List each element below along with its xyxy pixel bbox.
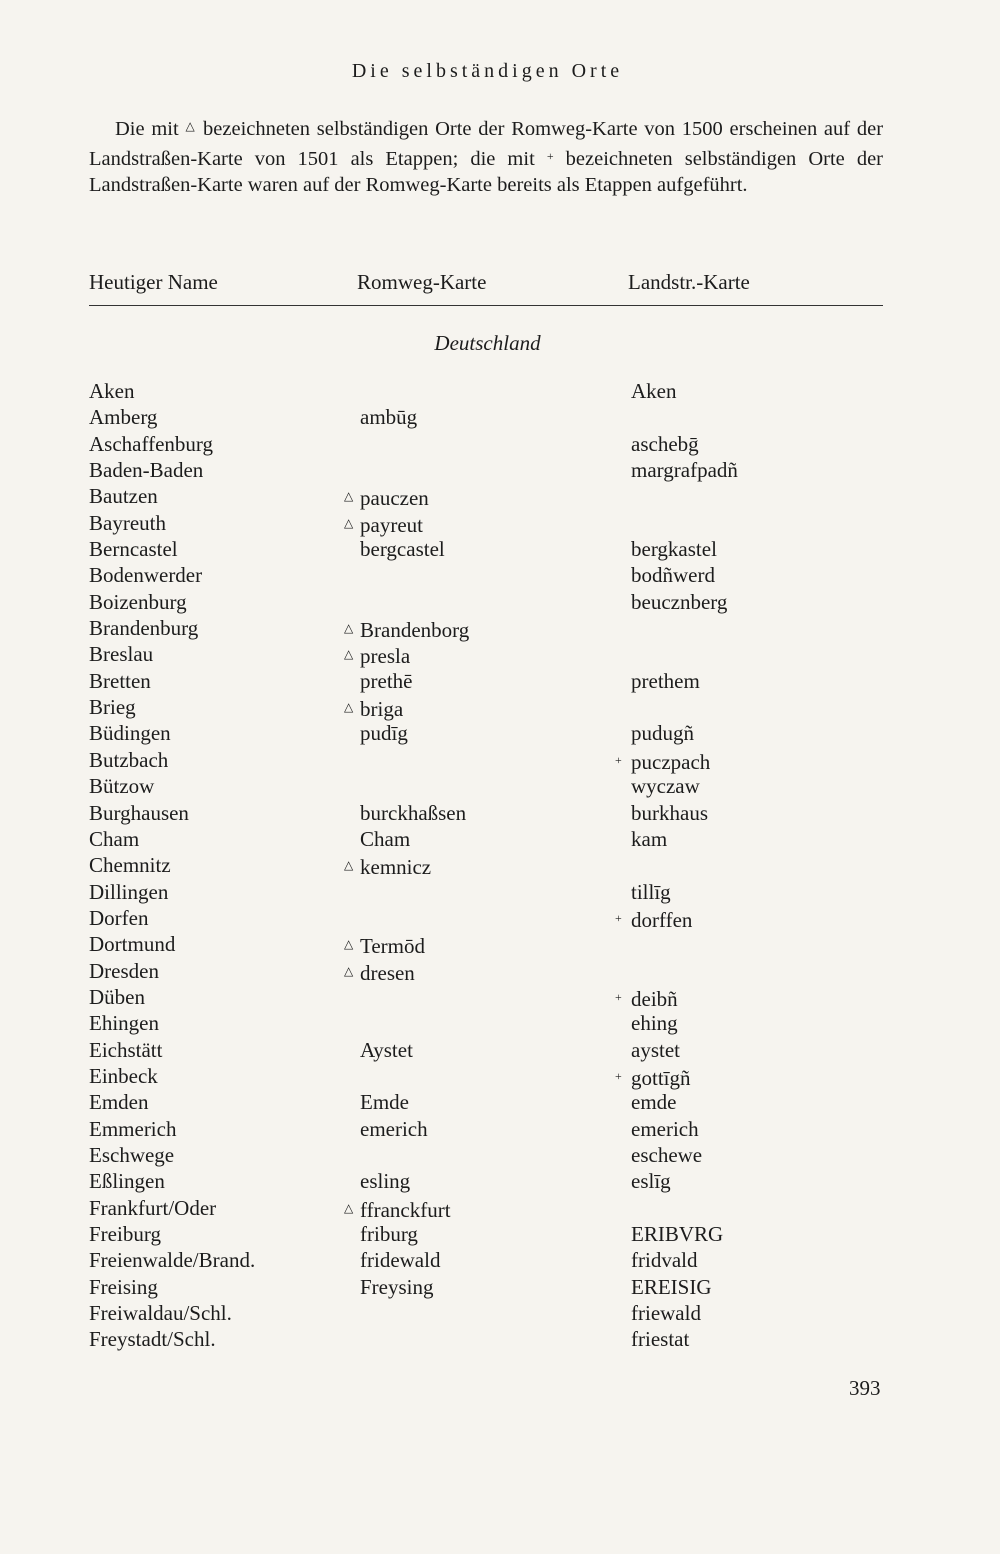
romweg-cell [344, 615, 469, 643]
place-name: Chemnitz [89, 853, 171, 878]
landstr-cell [615, 668, 700, 694]
romweg-marker-icon: △ [344, 647, 354, 662]
romweg-cell [344, 668, 412, 694]
table-row [0, 1089, 1000, 1115]
place-name: Bautzen [89, 484, 158, 509]
romweg-value: fridewald [360, 1248, 441, 1273]
romweg-marker-icon: △ [344, 489, 354, 504]
romweg-cell [344, 510, 423, 538]
romweg-value: pudīg [360, 721, 408, 746]
landstr-marker-icon: + [615, 989, 622, 1004]
table-row [0, 615, 1000, 641]
romweg-cell [344, 404, 417, 430]
place-name: Butzbach [89, 747, 169, 772]
table-row [0, 668, 1000, 694]
romweg-value: ambūg [360, 405, 418, 430]
intro-paragraph [89, 113, 883, 199]
landstr-value: deibñ [631, 986, 678, 1011]
romweg-marker-icon: △ [344, 515, 354, 530]
romweg-cell [344, 1247, 440, 1273]
place-name: Freienwalde/Brand. [89, 1248, 256, 1273]
romweg-marker-icon: △ [344, 937, 354, 952]
intro-text-3: bezeichneten selbständigen Orte der Landstraßen-Karte waren auf der Romweg-Karte bereits als Etappen aufgeführt. [89, 147, 884, 196]
table-row [0, 404, 1000, 430]
page-title: Die selbständigen Orte [351, 60, 624, 82]
table-row [0, 931, 1000, 957]
intro-text-1: Die mit [115, 118, 179, 140]
romweg-value: friburg [360, 1222, 418, 1246]
landstr-value: beucznberg [631, 589, 728, 614]
table-row [0, 1300, 1000, 1326]
landstr-value: friewald [631, 1301, 701, 1326]
landstr-cell [615, 694, 631, 720]
landstr-value: wyczaw [631, 774, 700, 799]
landstr-value: aystet [631, 1037, 680, 1062]
landstr-cell [615, 905, 692, 933]
landstr-cell [615, 826, 667, 852]
landstr-value: emerich [631, 1116, 699, 1141]
place-name: Eschwege [89, 1142, 175, 1167]
landstr-value: puczpach [631, 749, 711, 774]
intro-text-2: bezeichneten selbständigen Orte der Romweg-Karte von 1500 erscheinen auf der Landstraßen-Karte von 1501 als Etappen; die mit [89, 118, 884, 170]
table-row [0, 641, 1000, 667]
place-name: Freising [89, 1274, 158, 1299]
place-name: Bretten [89, 668, 151, 693]
landstr-value: Aken [631, 379, 677, 403]
romweg-marker-icon: △ [344, 700, 354, 715]
romweg-cell [344, 562, 360, 588]
romweg-cell [344, 431, 360, 457]
column-header-name: Heutiger Name [89, 270, 218, 294]
romweg-value: Emde [360, 1090, 409, 1115]
landstr-cell [615, 773, 700, 799]
romweg-cell [344, 1168, 410, 1194]
landstr-cell [615, 852, 631, 878]
landstr-cell [615, 1221, 723, 1247]
landstr-cell [615, 1089, 676, 1115]
romweg-value: ffranckfurt [360, 1197, 451, 1222]
place-name: Brieg [89, 695, 136, 720]
romweg-value: emerich [360, 1116, 428, 1141]
landstr-cell [615, 931, 631, 957]
landstr-cell [615, 510, 631, 536]
place-name: Bützow [89, 774, 155, 799]
section-heading: Deutschland [434, 331, 541, 355]
romweg-marker-icon: △ [344, 858, 354, 873]
landstr-cell [615, 1063, 691, 1091]
romweg-value: burckhaßsen [360, 800, 467, 825]
romweg-cell [344, 931, 425, 959]
place-name: Baden-Baden [89, 458, 204, 483]
landstr-cell [615, 720, 694, 746]
place-name: Aken [89, 379, 135, 403]
romweg-value: payreut [360, 512, 423, 537]
place-name: Büdingen [89, 721, 171, 746]
landstr-cell [615, 879, 671, 905]
landstr-marker-icon: + [615, 752, 622, 767]
place-name: Dortmund [89, 932, 176, 957]
column-header-landstr: Landstr.-Karte [628, 270, 750, 294]
landstr-value: eslīg [631, 1169, 671, 1194]
table-row [0, 1326, 1000, 1352]
romweg-value: prethē [360, 668, 413, 693]
table-row [0, 720, 1000, 746]
landstr-cell [615, 404, 631, 430]
place-name: Ehingen [89, 1011, 159, 1036]
place-name: Brandenburg [89, 616, 199, 641]
place-name: Eichstätt [89, 1037, 163, 1062]
romweg-cell [344, 1010, 360, 1036]
romweg-value: Cham [360, 826, 411, 851]
landstr-cell [615, 615, 631, 641]
landstr-value: ehing [631, 1011, 678, 1036]
romweg-value: Brandenborg [360, 618, 470, 643]
table-row [0, 457, 1000, 483]
landstr-value: friestat [631, 1327, 690, 1352]
landstr-value: eschewe [631, 1142, 703, 1167]
romweg-cell [344, 536, 445, 562]
table-row [0, 694, 1000, 720]
landstr-value: kam [631, 826, 668, 851]
table-row [0, 1221, 1000, 1247]
romweg-cell [344, 378, 360, 404]
place-name: Freystadt/Schl. [89, 1327, 216, 1352]
landstr-value: margrafpadñ [631, 458, 738, 483]
romweg-value: Freysing [360, 1274, 434, 1299]
place-name: Aschaffenburg [89, 431, 214, 456]
landstr-value: dorffen [631, 907, 693, 932]
romweg-cell [344, 1326, 360, 1352]
romweg-cell [344, 1063, 360, 1089]
romweg-marker-icon: △ [344, 1200, 354, 1215]
romweg-cell [344, 694, 403, 722]
table-row [0, 1142, 1000, 1168]
landstr-marker-icon: + [615, 1068, 622, 1083]
place-name: Amberg [89, 405, 158, 430]
table-row [0, 1063, 1000, 1089]
place-name: Emden [89, 1090, 149, 1115]
place-name: Einbeck [89, 1063, 158, 1088]
place-name: Boizenburg [89, 589, 187, 614]
landstr-value: fridvald [631, 1248, 698, 1273]
place-name: Dorfen [89, 905, 149, 930]
romweg-cell [344, 1221, 418, 1247]
table-row [0, 1116, 1000, 1142]
landstr-cell [615, 562, 715, 588]
landstr-cell [615, 958, 631, 984]
table-row [0, 984, 1000, 1010]
romweg-value: esling [360, 1169, 411, 1194]
landstr-cell [615, 1300, 701, 1326]
romweg-cell [344, 826, 410, 852]
place-name: Berncastel [89, 537, 178, 562]
page-number: 393 [849, 1376, 881, 1400]
table-row [0, 536, 1000, 562]
table-row [0, 589, 1000, 615]
table-row [0, 1195, 1000, 1221]
landstr-cell [615, 378, 677, 404]
landstr-cell [615, 747, 710, 775]
romweg-cell [344, 984, 360, 1010]
landstr-value: aschebḡ [631, 431, 699, 456]
romweg-cell [344, 958, 415, 986]
table-row [0, 826, 1000, 852]
romweg-value: presla [360, 644, 411, 669]
table-row [0, 852, 1000, 878]
place-name: Emmerich [89, 1116, 177, 1141]
table-row [0, 958, 1000, 984]
romweg-cell [344, 1037, 413, 1063]
table-row [0, 773, 1000, 799]
landstr-value: ERIBVRG [631, 1222, 724, 1246]
landstr-cell [615, 483, 631, 509]
landstr-cell [615, 641, 631, 667]
landstr-cell [615, 1168, 671, 1194]
landstr-value: bergkastel [631, 537, 717, 562]
romweg-value: briga [360, 697, 404, 722]
place-name: Breslau [89, 642, 154, 667]
landstr-cell [615, 1010, 678, 1036]
romweg-cell [344, 905, 360, 931]
romweg-cell [344, 589, 360, 615]
landstr-cell [615, 1195, 631, 1221]
romweg-marker-icon: △ [344, 963, 354, 978]
table-body [0, 378, 1000, 1353]
table-row [0, 879, 1000, 905]
place-name: Frankfurt/Oder [89, 1195, 217, 1220]
table-row [0, 1037, 1000, 1063]
romweg-cell [344, 1274, 434, 1300]
landstr-cell [615, 800, 708, 826]
place-name: Freiburg [89, 1222, 161, 1246]
table-row [0, 747, 1000, 773]
landstr-value: gottīgñ [631, 1065, 691, 1090]
landstr-value: EREISIG [631, 1274, 712, 1299]
place-name: Düben [89, 984, 145, 1009]
place-name: Eßlingen [89, 1169, 165, 1194]
place-name: Bodenwerder [89, 563, 203, 588]
romweg-cell [344, 1195, 451, 1223]
place-name: Bayreuth [89, 510, 166, 535]
romweg-cell [344, 879, 360, 905]
landstr-cell [615, 1037, 680, 1063]
landstr-cell [615, 984, 678, 1012]
landstr-cell [615, 589, 727, 615]
table-row [0, 905, 1000, 931]
table-row [0, 562, 1000, 588]
plus-marker-icon: + [546, 148, 554, 163]
romweg-value: Aystet [360, 1037, 413, 1062]
romweg-cell [344, 747, 360, 773]
column-header-romweg: Romweg-Karte [357, 270, 487, 294]
romweg-value: kemnicz [360, 855, 432, 880]
romweg-value: Termōd [360, 934, 426, 959]
place-name: Freiwaldau/Schl. [89, 1301, 232, 1326]
landstr-marker-icon: + [615, 910, 622, 925]
header-rule [89, 305, 883, 306]
landstr-value: burkhaus [631, 800, 708, 825]
landstr-cell [615, 1326, 689, 1352]
romweg-cell [344, 800, 466, 826]
romweg-cell [344, 641, 410, 669]
place-name: Cham [89, 826, 140, 851]
table-row [0, 483, 1000, 509]
romweg-cell [344, 483, 429, 511]
table-row [0, 431, 1000, 457]
romweg-cell [344, 852, 431, 880]
landstr-cell [615, 1274, 712, 1300]
romweg-cell [344, 1300, 360, 1326]
romweg-cell [344, 1142, 360, 1168]
table-row [0, 800, 1000, 826]
triangle-marker-icon: △ [185, 119, 197, 133]
romweg-cell [344, 457, 360, 483]
place-name: Burghausen [89, 800, 189, 825]
romweg-value: pauczen [360, 486, 429, 511]
romweg-cell [344, 1116, 428, 1142]
romweg-value: dresen [360, 960, 415, 985]
landstr-value: emde [631, 1090, 677, 1115]
romweg-marker-icon: △ [344, 621, 354, 636]
romweg-value: bergcastel [360, 537, 445, 562]
table-row [0, 1010, 1000, 1036]
table-row [0, 510, 1000, 536]
landstr-value: pudugñ [631, 721, 694, 746]
table-row [0, 378, 1000, 404]
landstr-cell [615, 457, 738, 483]
landstr-cell [615, 536, 717, 562]
table-header [0, 270, 1000, 300]
landstr-value: bodñwerd [631, 563, 715, 588]
table-row [0, 1247, 1000, 1273]
landstr-cell [615, 1116, 699, 1142]
romweg-cell [344, 1089, 409, 1115]
table-row [0, 1274, 1000, 1300]
romweg-cell [344, 720, 408, 746]
landstr-cell [615, 1142, 702, 1168]
place-name: Dillingen [89, 879, 169, 904]
romweg-cell [344, 773, 360, 799]
landstr-value: prethem [631, 668, 700, 693]
landstr-cell [615, 431, 699, 457]
table-row [0, 1168, 1000, 1194]
place-name: Dresden [89, 958, 159, 983]
landstr-cell [615, 1247, 697, 1273]
landstr-value: tillīg [631, 879, 671, 904]
